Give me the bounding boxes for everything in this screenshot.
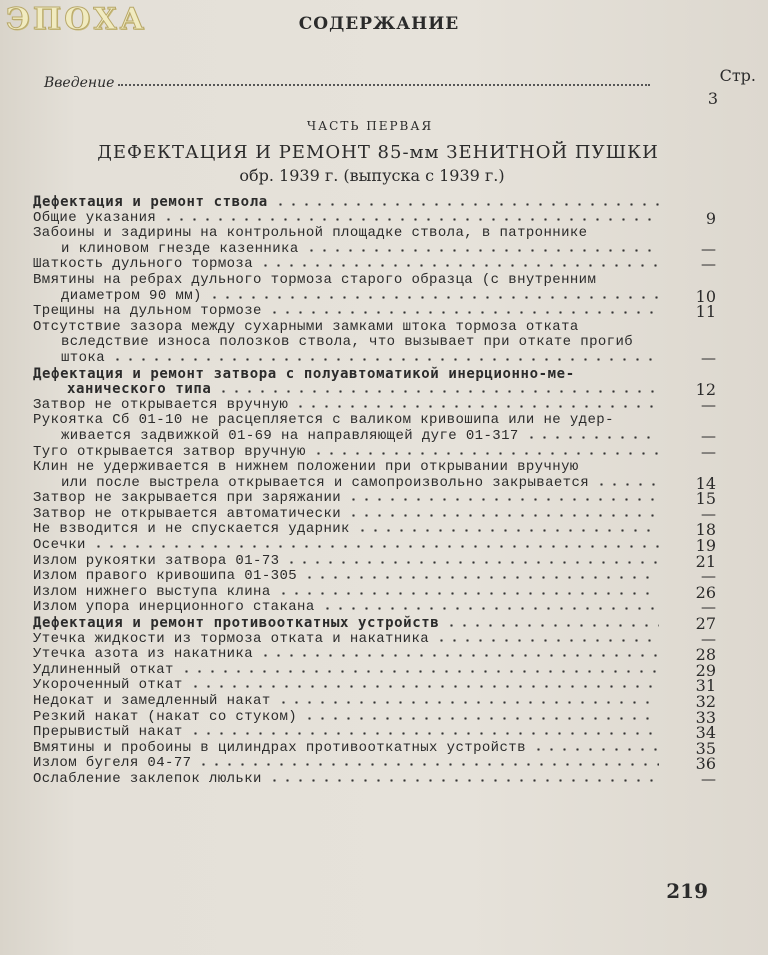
dot-leader — [303, 576, 659, 579]
toc-page-number: 34 — [695, 723, 716, 743]
toc-entry-line — [33, 226, 661, 242]
toc-page-number: — — [701, 504, 716, 523]
toc-entry — [33, 754, 716, 774]
toc-entry-text: Шаткость дульного тормоза — [33, 256, 254, 273]
dot-leader — [356, 529, 659, 532]
toc-entry — [33, 208, 716, 228]
toc-entry-text: Утечка азота из накатника — [33, 646, 254, 663]
dot-leader — [274, 203, 659, 206]
toc-entry — [33, 225, 716, 258]
dot-leader — [285, 561, 659, 564]
dot-leader — [92, 545, 659, 548]
dot-leader — [208, 296, 659, 299]
toc-page-number: 36 — [695, 754, 716, 774]
toc-entry — [33, 707, 716, 727]
toc-entry-line — [33, 616, 661, 632]
toc-section-heading — [33, 614, 716, 634]
toc-page-number: 18 — [695, 520, 716, 540]
toc-page-number: 28 — [695, 645, 716, 665]
toc-entry — [33, 598, 716, 617]
intro-page-number: 3 — [707, 89, 718, 108]
toc-entry-text: Излом рукоятки затвора 01-73 — [33, 552, 280, 569]
toc-entry — [33, 520, 716, 540]
toc-entry-line — [33, 538, 661, 554]
toc-entry-line — [33, 756, 661, 772]
toc-entry — [33, 318, 716, 367]
toc-entry-line — [33, 725, 661, 741]
toc-entry-line — [33, 211, 661, 227]
toc-entry — [33, 302, 716, 322]
toc-page-number: 33 — [695, 707, 716, 727]
toc-page-number: 31 — [695, 676, 716, 696]
toc-entry-text: Осечки — [33, 537, 86, 554]
toc-page-number: — — [701, 395, 716, 414]
toc-entry-text: Прерывистый накат — [33, 724, 183, 741]
toc-page-number: — — [701, 769, 716, 788]
toc-entry-line — [33, 694, 661, 710]
dot-leader — [312, 452, 659, 455]
toc-page-number: 19 — [695, 536, 716, 556]
dot-leader — [259, 264, 659, 267]
toc-entry-line — [33, 429, 661, 445]
toc-entry — [33, 645, 716, 665]
intro-entry — [44, 75, 654, 91]
toc-entry-text: Резкий накат (накат со стуком) — [33, 708, 298, 725]
toc-entry-text: Вмятины на ребрах дульного тормоза старого образца (с внутренним — [33, 271, 597, 288]
toc-entry-line — [33, 257, 661, 273]
toc-page-number: 32 — [695, 692, 716, 711]
toc-entry-line — [33, 569, 661, 585]
dot-leader — [217, 390, 659, 393]
toc-entry-text: ханического типа — [67, 381, 212, 398]
toc-page-number: — — [701, 255, 716, 274]
toc-page-number: 27 — [695, 614, 716, 634]
toc-page-number: 9 — [705, 208, 716, 228]
toc-entry — [33, 255, 716, 274]
toc-entry-text: живается задвижкой 01-69 на направляющей дуге 01-317 — [61, 427, 519, 444]
dot-leader — [277, 592, 659, 595]
toc-page-number: — — [701, 442, 716, 461]
toc-entry-line — [33, 585, 661, 601]
toc-entry-line — [33, 195, 661, 211]
toc-page-number: 35 — [695, 738, 716, 758]
toc-entry-text: диаметром 90 мм) — [61, 287, 202, 304]
dot-leader — [294, 405, 659, 408]
toc-entry-line — [33, 367, 661, 383]
toc-entry-text: Трещины на дульном тормозе — [33, 303, 262, 320]
dot-leader — [525, 436, 659, 439]
watermark-logo: ЭПОХА — [6, 2, 148, 37]
toc-section-heading — [33, 195, 661, 211]
toc-entry-line — [33, 304, 661, 320]
toc-entry-text: Утечка жидкости из тормоза отката и накатника — [33, 630, 430, 647]
toc-entry — [33, 536, 716, 556]
toc-entry-line — [33, 351, 661, 367]
toc-entry-text: Излом нижнего выступа клина — [33, 583, 271, 600]
toc-page-number: — — [701, 239, 716, 258]
toc-entry-text: штока — [61, 349, 106, 366]
dot-leader — [180, 670, 659, 673]
dot-leader — [189, 732, 659, 735]
toc-entry — [33, 489, 716, 509]
toc-entry-text: Вмятины и пробоины в цилиндрах противооткатных устройств — [33, 739, 526, 756]
toc-page-number: 14 — [695, 473, 716, 493]
toc-entry-text: и клиновом гнезде казенника — [61, 240, 299, 257]
toc-entry-text: Удлиненный откат — [33, 661, 174, 678]
toc-page-number: 11 — [695, 302, 716, 322]
toc-entry-text: Затвор не открывается вручную — [33, 396, 289, 413]
toc-page-number: — — [701, 426, 716, 445]
toc-entry-line — [33, 710, 661, 726]
toc-entry — [33, 692, 716, 711]
toc-page-number: 12 — [695, 380, 716, 400]
toc-page-number: 21 — [695, 551, 716, 571]
toc-entry-text: Излом бугеля 04-77 — [33, 755, 192, 772]
table-of-contents — [33, 194, 716, 788]
toc-entry — [33, 412, 716, 445]
intro-label: Введение — [44, 75, 115, 91]
toc-page-number: 26 — [695, 582, 716, 602]
toc-entry-line — [33, 476, 661, 492]
part-title: ДЕФЕКТАЦИЯ И РЕМОНТ 85-мм ЗЕНИТНОЙ ПУШКИ — [97, 142, 659, 163]
toc-page-number: — — [701, 598, 716, 617]
dot-leader — [303, 717, 659, 720]
toc-entry-line — [33, 632, 661, 648]
dot-leader — [347, 498, 659, 501]
dot-leader — [445, 624, 659, 627]
toc-entry-text: Забоины и задирины на контрольной площадке ствола, в патроннике — [33, 225, 588, 242]
toc-entry — [33, 442, 716, 461]
part-label: ЧАСТЬ ПЕРВАЯ — [306, 119, 434, 133]
toc-entry-line — [33, 507, 661, 523]
dot-leader — [321, 607, 659, 610]
toc-entry-text: Дефектация и ремонт противооткатных устройств — [33, 615, 440, 632]
part-subtitle: обр. 1939 г. (выпуска с 1939 г.) — [239, 166, 505, 185]
dot-leader — [435, 639, 659, 642]
toc-entry-text: или после выстрела открывается и самопроизвольно закрывается — [61, 474, 590, 491]
toc-entry — [33, 551, 716, 571]
toc-entry-text: Дефектация и ремонт затвора с полуавтоматикой инерционно-ме- — [33, 365, 575, 382]
toc-page-number: — — [701, 567, 716, 586]
toc-entry — [33, 676, 716, 696]
toc-entry-line — [33, 242, 661, 258]
page-title: СОДЕРЖАНИЕ — [298, 14, 460, 34]
dot-leader — [305, 249, 659, 252]
toc-entry-text: Туго открывается затвор вручную — [33, 443, 306, 460]
toc-entry-line — [33, 320, 661, 336]
dot-leader — [347, 514, 659, 517]
toc-entry-line — [33, 772, 661, 788]
toc-entry-line — [33, 647, 661, 663]
toc-entry-text: Отсутствие зазора между сухарными замками штока тормоза отката — [33, 318, 579, 335]
toc-page-number: — — [701, 348, 716, 367]
toc-entry — [33, 567, 716, 586]
toc-page-number: 29 — [695, 660, 716, 680]
toc-entry — [33, 271, 716, 306]
toc-page-number: 15 — [695, 489, 716, 509]
toc-entry-text: Дефектация и ремонт ствола — [33, 194, 268, 210]
toc-page-number: 10 — [695, 286, 716, 306]
page-column-label: Стр. — [719, 66, 756, 85]
toc-entry-text: Ослабление заклепок люльки — [33, 770, 262, 787]
toc-entry — [33, 769, 716, 788]
dot-leader — [197, 763, 659, 766]
toc-section-heading — [33, 365, 716, 400]
dot-leader — [118, 75, 650, 86]
toc-entry — [33, 504, 716, 523]
toc-entry-line — [33, 522, 661, 538]
dot-leader — [259, 654, 659, 657]
toc-entry-text: Затвор не открывается автоматически — [33, 505, 342, 522]
toc-entry-line — [33, 554, 661, 570]
toc-entry-line — [33, 289, 661, 305]
toc-entry-line — [33, 382, 661, 398]
toc-entry-text: Излом упора инерционного стакана — [33, 599, 315, 616]
toc-entry-line — [33, 678, 661, 694]
dot-leader — [277, 701, 659, 704]
toc-entry-line — [33, 491, 661, 507]
dot-leader — [595, 483, 659, 486]
dot-leader — [532, 748, 659, 751]
toc-entry-text: Рукоятка Сб 01-10 не расцепляется с валиком кривошипа или не удер- — [33, 412, 614, 429]
toc-entry-line — [33, 335, 661, 351]
toc-entry — [33, 582, 716, 602]
toc-entry — [33, 395, 716, 414]
toc-entry-text: Не взводится и не спускается ударник — [33, 521, 350, 538]
toc-entry-line — [33, 273, 661, 289]
toc-page-number: — — [701, 629, 716, 648]
toc-entry-line — [33, 460, 661, 476]
toc-entry-text: Укороченный откат — [33, 677, 183, 694]
toc-entry-text: Общие указания — [33, 209, 157, 226]
toc-entry-line — [33, 445, 661, 461]
toc-entry-text: Излом правого кривошипа 01-305 — [33, 568, 298, 585]
toc-entry — [33, 459, 716, 493]
dot-leader — [111, 358, 659, 361]
toc-entry — [33, 723, 716, 743]
dot-leader — [268, 779, 659, 782]
toc-entry-text: Затвор не закрывается при заряжании — [33, 490, 342, 507]
dot-leader — [268, 311, 659, 314]
toc-entry-text: вследствие износа полозков ствола, что вызывает при откате прогиб — [61, 334, 634, 351]
dot-leader — [162, 218, 659, 221]
toc-entry-line — [33, 413, 661, 429]
toc-entry — [33, 629, 716, 648]
toc-entry-line — [33, 600, 661, 616]
toc-entry-text: Клин не удерживается в нижнем положении при открывании вручную — [33, 459, 579, 476]
toc-entry-text: Недокат и замедленный накат — [33, 693, 271, 709]
toc-entry-line — [33, 398, 661, 414]
page-number: 219 — [666, 879, 708, 903]
dot-leader — [189, 685, 659, 688]
